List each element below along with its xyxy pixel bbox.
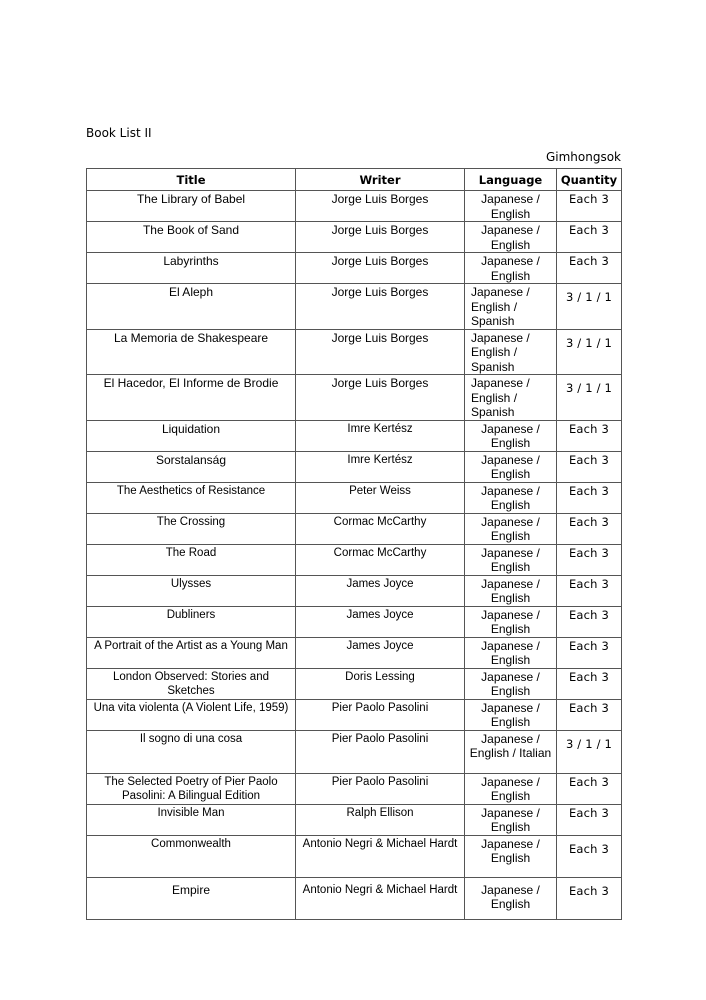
book-quantity: Each 3 bbox=[557, 637, 622, 668]
book-language: Japanese / English bbox=[465, 668, 557, 699]
book-writer: Cormac McCarthy bbox=[296, 544, 465, 575]
table-row bbox=[87, 544, 622, 575]
book-writer: Pier Paolo Pasolini bbox=[296, 730, 465, 773]
book-table bbox=[86, 168, 622, 920]
book-title: A Portrait of the Artist as a Young Man bbox=[87, 637, 296, 668]
book-language: Japanese / English bbox=[465, 699, 557, 730]
book-title: Liquidation bbox=[87, 420, 296, 451]
book-quantity: Each 3 bbox=[557, 606, 622, 637]
table-row bbox=[87, 284, 622, 330]
book-language: Japanese / English bbox=[465, 835, 557, 877]
book-title: Invisible Man bbox=[87, 804, 296, 835]
book-writer: James Joyce bbox=[296, 575, 465, 606]
table-row bbox=[87, 222, 622, 253]
book-title: The Selected Poetry of Pier Paolo Pasolini: A Bilingual Edition bbox=[87, 773, 296, 804]
table-row bbox=[87, 606, 622, 637]
book-language: Japanese / English bbox=[465, 222, 557, 253]
book-quantity: Each 3 bbox=[557, 575, 622, 606]
book-quantity: 3 / 1 / 1 bbox=[557, 329, 622, 375]
book-title: El Aleph bbox=[87, 284, 296, 330]
book-writer: James Joyce bbox=[296, 606, 465, 637]
book-language: Japanese / English / Spanish bbox=[465, 375, 557, 421]
book-quantity: 3 / 1 / 1 bbox=[557, 730, 622, 773]
table-row bbox=[87, 699, 622, 730]
header-language: Language bbox=[465, 169, 557, 191]
book-title: The Road bbox=[87, 544, 296, 575]
book-quantity: Each 3 bbox=[557, 482, 622, 513]
book-quantity: Each 3 bbox=[557, 253, 622, 284]
author-name: Gimhongsok bbox=[545, 150, 621, 164]
book-language: Japanese / English bbox=[465, 877, 557, 919]
book-writer: Imre Kertész bbox=[296, 420, 465, 451]
table-row bbox=[87, 329, 622, 375]
book-language: Japanese / English / Italian bbox=[465, 730, 557, 773]
book-writer: Jorge Luis Borges bbox=[296, 284, 465, 330]
book-language: Japanese / English bbox=[465, 253, 557, 284]
book-title: El Hacedor, El Informe de Brodie bbox=[87, 375, 296, 421]
book-title: La Memoria de Shakespeare bbox=[87, 329, 296, 375]
book-quantity: Each 3 bbox=[557, 877, 622, 919]
book-title: Labyrinths bbox=[87, 253, 296, 284]
book-writer: Jorge Luis Borges bbox=[296, 375, 465, 421]
book-language: Japanese / English bbox=[465, 637, 557, 668]
book-language: Japanese / English bbox=[465, 804, 557, 835]
book-writer: Imre Kertész bbox=[296, 451, 465, 482]
book-quantity: Each 3 bbox=[557, 804, 622, 835]
table-row bbox=[87, 375, 622, 421]
book-quantity: Each 3 bbox=[557, 668, 622, 699]
book-writer: Jorge Luis Borges bbox=[296, 329, 465, 375]
book-language: Japanese / English bbox=[465, 544, 557, 575]
table-row bbox=[87, 668, 622, 699]
book-writer: Ralph Ellison bbox=[296, 804, 465, 835]
book-quantity: Each 3 bbox=[557, 513, 622, 544]
book-quantity: Each 3 bbox=[557, 835, 622, 877]
book-language: Japanese / English / Spanish bbox=[465, 284, 557, 330]
header-quantity: Quantity bbox=[557, 169, 622, 191]
table-row bbox=[87, 835, 622, 877]
book-quantity: Each 3 bbox=[557, 773, 622, 804]
book-title: Una vita violenta (A Violent Life, 1959) bbox=[87, 699, 296, 730]
table-row bbox=[87, 575, 622, 606]
book-writer: Antonio Negri & Michael Hardt bbox=[296, 877, 465, 919]
book-title: Ulysses bbox=[87, 575, 296, 606]
book-quantity: 3 / 1 / 1 bbox=[557, 284, 622, 330]
book-quantity: Each 3 bbox=[557, 420, 622, 451]
book-title: Il sogno di una cosa bbox=[87, 730, 296, 773]
table-row bbox=[87, 482, 622, 513]
header-title: Title bbox=[87, 169, 296, 191]
book-language: Japanese / English bbox=[465, 606, 557, 637]
book-title: The Aesthetics of Resistance bbox=[87, 482, 296, 513]
table-row bbox=[87, 804, 622, 835]
book-language: Japanese / English bbox=[465, 482, 557, 513]
book-language: Japanese / English bbox=[465, 420, 557, 451]
book-writer: Peter Weiss bbox=[296, 482, 465, 513]
table-row bbox=[87, 637, 622, 668]
table-row bbox=[87, 877, 622, 919]
book-language: Japanese / English bbox=[465, 191, 557, 222]
book-title: London Observed: Stories and Sketches bbox=[87, 668, 296, 699]
book-writer: Cormac McCarthy bbox=[296, 513, 465, 544]
book-language: Japanese / English / Spanish bbox=[465, 329, 557, 375]
book-language: Japanese / English bbox=[465, 773, 557, 804]
book-writer: Pier Paolo Pasolini bbox=[296, 773, 465, 804]
table-row bbox=[87, 420, 622, 451]
book-quantity: 3 / 1 / 1 bbox=[557, 375, 622, 421]
book-title: Commonwealth bbox=[87, 835, 296, 877]
header-writer: Writer bbox=[296, 169, 465, 191]
book-writer: Pier Paolo Pasolini bbox=[296, 699, 465, 730]
book-writer: Antonio Negri & Michael Hardt bbox=[296, 835, 465, 877]
book-writer: Jorge Luis Borges bbox=[296, 253, 465, 284]
book-title: Sorstalanság bbox=[87, 451, 296, 482]
table-row bbox=[87, 513, 622, 544]
book-writer: Jorge Luis Borges bbox=[296, 222, 465, 253]
book-language: Japanese / English bbox=[465, 513, 557, 544]
document-title: Book List II bbox=[86, 126, 152, 140]
book-language: Japanese / English bbox=[465, 451, 557, 482]
table-header-row bbox=[87, 169, 622, 191]
book-quantity: Each 3 bbox=[557, 451, 622, 482]
book-quantity: Each 3 bbox=[557, 222, 622, 253]
table-row bbox=[87, 191, 622, 222]
table-row bbox=[87, 773, 622, 804]
book-title: The Crossing bbox=[87, 513, 296, 544]
book-quantity: Each 3 bbox=[557, 191, 622, 222]
book-title: Dubliners bbox=[87, 606, 296, 637]
table-row bbox=[87, 451, 622, 482]
book-writer: Jorge Luis Borges bbox=[296, 191, 465, 222]
book-language: Japanese / English bbox=[465, 575, 557, 606]
table-row bbox=[87, 730, 622, 773]
book-writer: James Joyce bbox=[296, 637, 465, 668]
book-writer: Doris Lessing bbox=[296, 668, 465, 699]
book-quantity: Each 3 bbox=[557, 544, 622, 575]
book-title: The Book of Sand bbox=[87, 222, 296, 253]
book-quantity: Each 3 bbox=[557, 699, 622, 730]
book-title: The Library of Babel bbox=[87, 191, 296, 222]
table-row bbox=[87, 253, 622, 284]
book-title: Empire bbox=[87, 877, 296, 919]
